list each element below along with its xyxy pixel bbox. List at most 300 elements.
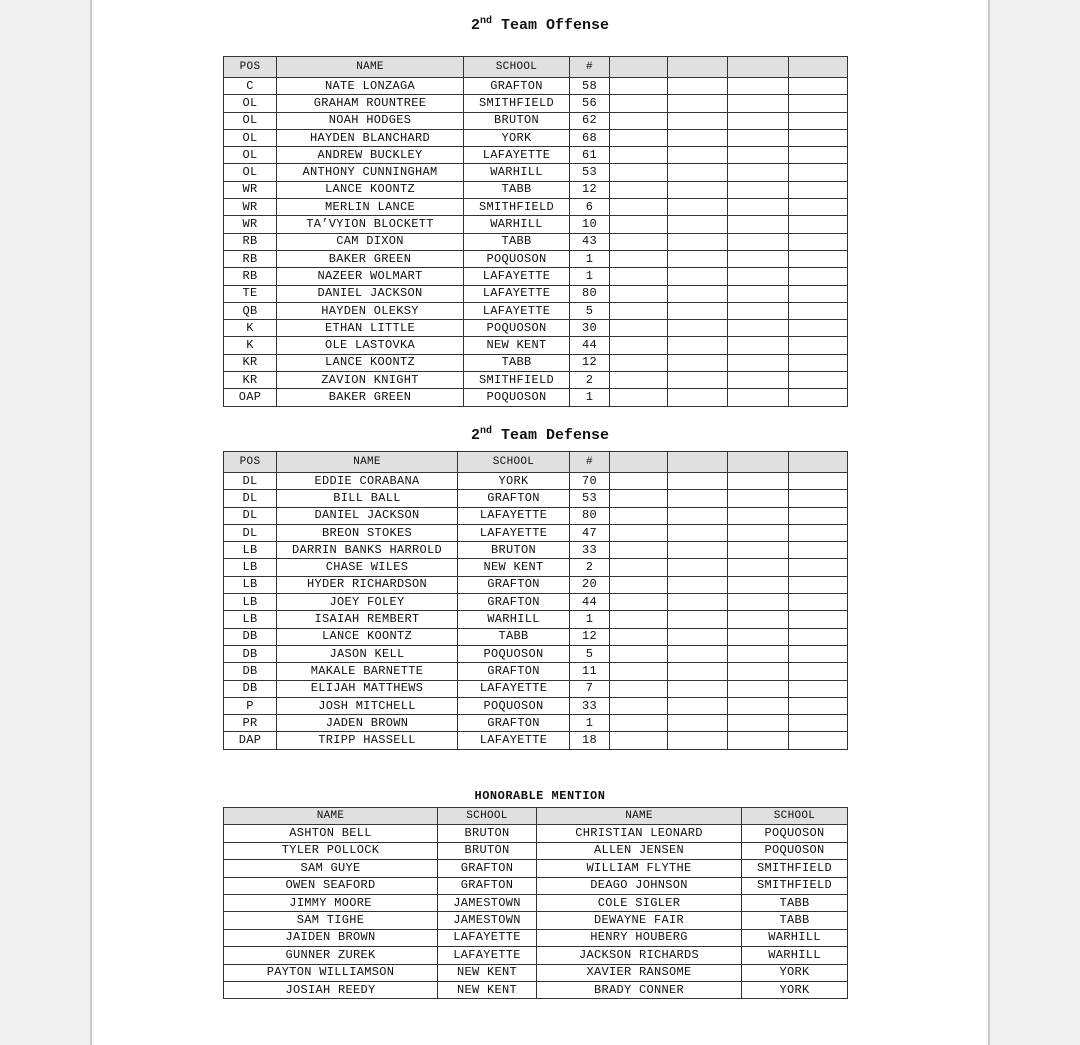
school-cell: LAFAYETTE [458, 680, 570, 697]
number-cell: 58 [570, 78, 610, 95]
honorable-mention-table [223, 807, 848, 999]
blank-cell [728, 354, 789, 371]
number-cell: 44 [570, 337, 610, 354]
name-cell: HENRY HOUBERG [537, 929, 742, 946]
table-row [224, 964, 848, 981]
blank-cell [610, 250, 668, 267]
blank-cell [610, 216, 668, 233]
table-row [224, 507, 848, 524]
table-row [224, 842, 848, 859]
school-cell: YORK [742, 981, 848, 998]
table-row [224, 645, 848, 662]
blank-cell [610, 732, 668, 749]
blank-cell [728, 285, 789, 302]
blank-cell [668, 542, 728, 559]
name-cell: TA’VYION BLOCKETT [277, 216, 464, 233]
defense-header-row [224, 452, 848, 473]
pos-cell: LB [224, 576, 277, 593]
blank-cell [610, 542, 668, 559]
col-header-school: SCHOOL [742, 808, 848, 825]
pos-cell: OL [224, 95, 277, 112]
number-cell: 62 [570, 112, 610, 129]
name-cell: JIMMY MOORE [224, 894, 438, 911]
pos-cell: DL [224, 473, 277, 490]
number-cell: 6 [570, 199, 610, 216]
col-header-pos: POS [224, 57, 277, 78]
name-cell: LANCE KOONTZ [277, 628, 458, 645]
number-cell: 80 [570, 285, 610, 302]
table-row [224, 372, 848, 389]
school-cell: POQUOSON [742, 825, 848, 842]
blank-cell [610, 372, 668, 389]
blank-cell [610, 129, 668, 146]
school-cell: GRAFTON [458, 594, 570, 611]
offense-title: 2nd Team Offense [470, 16, 610, 34]
pos-cell: DB [224, 680, 277, 697]
blank-cell [668, 715, 728, 732]
col-header-name: NAME [277, 452, 458, 473]
col-header-blank [610, 452, 668, 473]
blank-cell [668, 507, 728, 524]
name-cell: CAM DIXON [277, 233, 464, 250]
pos-cell: RB [224, 233, 277, 250]
blank-cell [789, 181, 848, 198]
name-cell: MAKALE BARNETTE [277, 663, 458, 680]
number-cell: 56 [570, 95, 610, 112]
blank-cell [728, 594, 789, 611]
school-cell: LAFAYETTE [438, 929, 537, 946]
blank-cell [668, 559, 728, 576]
table-row [224, 628, 848, 645]
col-header-blank [668, 57, 728, 78]
blank-cell [610, 337, 668, 354]
honorable-header-row [224, 808, 848, 825]
blank-cell [668, 95, 728, 112]
table-row [224, 337, 848, 354]
blank-cell [668, 285, 728, 302]
blank-cell [610, 285, 668, 302]
school-cell: WARHILL [464, 164, 570, 181]
school-cell: LAFAYETTE [464, 268, 570, 285]
table-row [224, 715, 848, 732]
blank-cell [610, 147, 668, 164]
table-row [224, 233, 848, 250]
name-cell: DANIEL JACKSON [277, 507, 458, 524]
name-cell: ALLEN JENSEN [537, 842, 742, 859]
pos-cell: OAP [224, 389, 277, 406]
blank-cell [610, 628, 668, 645]
blank-cell [789, 216, 848, 233]
table-row [224, 268, 848, 285]
honorable-mention-title: HONORABLE MENTION [474, 789, 606, 803]
school-cell: GRAFTON [438, 860, 537, 877]
blank-cell [789, 473, 848, 490]
blank-cell [789, 285, 848, 302]
blank-cell [789, 663, 848, 680]
blank-cell [789, 320, 848, 337]
name-cell: XAVIER RANSOME [537, 964, 742, 981]
name-cell: ELIJAH MATTHEWS [277, 680, 458, 697]
blank-cell [610, 389, 668, 406]
blank-cell [728, 181, 789, 198]
blank-cell [789, 78, 848, 95]
blank-cell [728, 559, 789, 576]
number-cell: 20 [570, 576, 610, 593]
name-cell: HAYDEN OLEKSY [277, 302, 464, 319]
blank-cell [610, 199, 668, 216]
blank-cell [728, 663, 789, 680]
defense-table [223, 451, 848, 750]
blank-cell [728, 112, 789, 129]
blank-cell [610, 680, 668, 697]
col-header-name: NAME [537, 808, 742, 825]
school-cell: LAFAYETTE [458, 507, 570, 524]
pos-cell: RB [224, 268, 277, 285]
pos-cell: WR [224, 199, 277, 216]
school-cell: GRAFTON [458, 663, 570, 680]
table-row [224, 732, 848, 749]
blank-cell [668, 233, 728, 250]
school-cell: GRAFTON [458, 576, 570, 593]
school-cell: SMITHFIELD [742, 877, 848, 894]
number-cell: 61 [570, 147, 610, 164]
number-cell: 1 [570, 389, 610, 406]
blank-cell [728, 320, 789, 337]
pos-cell: WR [224, 181, 277, 198]
school-cell: NEW KENT [438, 981, 537, 998]
number-cell: 47 [570, 524, 610, 541]
table-row [224, 981, 848, 998]
table-row [224, 490, 848, 507]
blank-cell [728, 680, 789, 697]
school-cell: POQUOSON [464, 389, 570, 406]
name-cell: ASHTON BELL [224, 825, 438, 842]
table-row [224, 594, 848, 611]
blank-cell [789, 268, 848, 285]
blank-cell [789, 490, 848, 507]
blank-cell [668, 611, 728, 628]
blank-cell [728, 302, 789, 319]
blank-cell [610, 490, 668, 507]
pos-cell: LB [224, 542, 277, 559]
pos-cell: KR [224, 354, 277, 371]
name-cell: BREON STOKES [277, 524, 458, 541]
table-row [224, 559, 848, 576]
blank-cell [728, 715, 789, 732]
blank-cell [668, 576, 728, 593]
blank-cell [789, 354, 848, 371]
blank-cell [789, 302, 848, 319]
name-cell: NOAH HODGES [277, 112, 464, 129]
blank-cell [728, 473, 789, 490]
school-cell: SMITHFIELD [464, 199, 570, 216]
name-cell: ZAVION KNIGHT [277, 372, 464, 389]
school-cell: GRAFTON [438, 877, 537, 894]
pos-cell: OL [224, 129, 277, 146]
blank-cell [610, 354, 668, 371]
blank-cell [728, 372, 789, 389]
name-cell: ISAIAH REMBERT [277, 611, 458, 628]
blank-cell [789, 559, 848, 576]
blank-cell [668, 112, 728, 129]
school-cell: TABB [742, 894, 848, 911]
school-cell: YORK [742, 964, 848, 981]
blank-cell [610, 559, 668, 576]
col-header-number: # [570, 57, 610, 78]
blank-cell [668, 680, 728, 697]
col-header-name: NAME [224, 808, 438, 825]
blank-cell [789, 594, 848, 611]
blank-cell [728, 542, 789, 559]
school-cell: LAFAYETTE [438, 947, 537, 964]
number-cell: 2 [570, 559, 610, 576]
blank-cell [668, 216, 728, 233]
blank-cell [728, 611, 789, 628]
blank-cell [789, 697, 848, 714]
table-row [224, 894, 848, 911]
number-cell: 11 [570, 663, 610, 680]
blank-cell [610, 233, 668, 250]
table-row [224, 129, 848, 146]
table-row [224, 929, 848, 946]
name-cell: NATE LONZAGA [277, 78, 464, 95]
name-cell: JOSH MITCHELL [277, 697, 458, 714]
name-cell: JACKSON RICHARDS [537, 947, 742, 964]
blank-cell [610, 507, 668, 524]
school-cell: SMITHFIELD [464, 95, 570, 112]
table-row [224, 912, 848, 929]
blank-cell [668, 628, 728, 645]
blank-cell [728, 389, 789, 406]
name-cell: CHASE WILES [277, 559, 458, 576]
blank-cell [728, 164, 789, 181]
school-cell: BRUTON [438, 825, 537, 842]
name-cell: TRIPP HASSELL [277, 732, 458, 749]
blank-cell [668, 268, 728, 285]
blank-cell [789, 129, 848, 146]
pos-cell: LB [224, 594, 277, 611]
number-cell: 33 [570, 697, 610, 714]
blank-cell [668, 164, 728, 181]
blank-cell [668, 78, 728, 95]
blank-cell [610, 697, 668, 714]
blank-cell [789, 233, 848, 250]
table-row [224, 181, 848, 198]
blank-cell [789, 611, 848, 628]
name-cell: LANCE KOONTZ [277, 354, 464, 371]
blank-cell [728, 337, 789, 354]
defense-title: 2nd Team Defense [470, 426, 610, 444]
blank-cell [728, 576, 789, 593]
name-cell: TYLER POLLOCK [224, 842, 438, 859]
blank-cell [610, 112, 668, 129]
blank-cell [610, 320, 668, 337]
name-cell: JADEN BROWN [277, 715, 458, 732]
pos-cell: DB [224, 663, 277, 680]
blank-cell [789, 147, 848, 164]
school-cell: YORK [458, 473, 570, 490]
document-page [90, 0, 990, 1045]
pos-cell: K [224, 337, 277, 354]
name-cell: DEWAYNE FAIR [537, 912, 742, 929]
table-row [224, 473, 848, 490]
blank-cell [789, 628, 848, 645]
school-cell: POQUOSON [458, 697, 570, 714]
blank-cell [668, 697, 728, 714]
blank-cell [728, 490, 789, 507]
blank-cell [789, 250, 848, 267]
blank-cell [610, 302, 668, 319]
blank-cell [668, 594, 728, 611]
number-cell: 1 [570, 611, 610, 628]
blank-cell [728, 78, 789, 95]
name-cell: DANIEL JACKSON [277, 285, 464, 302]
school-cell: NEW KENT [458, 559, 570, 576]
pos-cell: WR [224, 216, 277, 233]
table-row [224, 164, 848, 181]
blank-cell [728, 250, 789, 267]
pos-cell: DB [224, 628, 277, 645]
blank-cell [668, 302, 728, 319]
pos-cell: DL [224, 524, 277, 541]
name-cell: BRADY CONNER [537, 981, 742, 998]
blank-cell [789, 112, 848, 129]
blank-cell [668, 663, 728, 680]
number-cell: 12 [570, 181, 610, 198]
blank-cell [728, 95, 789, 112]
school-cell: YORK [464, 129, 570, 146]
number-cell: 1 [570, 250, 610, 267]
table-row [224, 860, 848, 877]
blank-cell [789, 524, 848, 541]
blank-cell [610, 576, 668, 593]
col-header-pos: POS [224, 452, 277, 473]
school-cell: SMITHFIELD [464, 372, 570, 389]
blank-cell [668, 372, 728, 389]
blank-cell [668, 199, 728, 216]
name-cell: ANTHONY CUNNINGHAM [277, 164, 464, 181]
table-row [224, 576, 848, 593]
blank-cell [610, 715, 668, 732]
col-header-blank [728, 452, 789, 473]
blank-cell [668, 354, 728, 371]
number-cell: 10 [570, 216, 610, 233]
pos-cell: DL [224, 507, 277, 524]
name-cell: GUNNER ZUREK [224, 947, 438, 964]
name-cell: ETHAN LITTLE [277, 320, 464, 337]
blank-cell [789, 389, 848, 406]
school-cell: WARHILL [458, 611, 570, 628]
blank-cell [668, 250, 728, 267]
number-cell: 1 [570, 715, 610, 732]
name-cell: PAYTON WILLIAMSON [224, 964, 438, 981]
blank-cell [668, 181, 728, 198]
school-cell: LAFAYETTE [464, 285, 570, 302]
name-cell: OWEN SEAFORD [224, 877, 438, 894]
blank-cell [728, 697, 789, 714]
pos-cell: LB [224, 611, 277, 628]
table-row [224, 877, 848, 894]
number-cell: 80 [570, 507, 610, 524]
name-cell: SAM GUYE [224, 860, 438, 877]
table-row [224, 611, 848, 628]
col-header-blank [728, 57, 789, 78]
school-cell: WARHILL [742, 947, 848, 964]
blank-cell [789, 542, 848, 559]
school-cell: POQUOSON [464, 250, 570, 267]
table-row [224, 78, 848, 95]
blank-cell [789, 576, 848, 593]
blank-cell [789, 199, 848, 216]
name-cell: DEAGO JOHNSON [537, 877, 742, 894]
pos-cell: TE [224, 285, 277, 302]
name-cell: SAM TIGHE [224, 912, 438, 929]
pos-cell: DB [224, 645, 277, 662]
school-cell: GRAFTON [458, 490, 570, 507]
school-cell: LAFAYETTE [458, 524, 570, 541]
number-cell: 30 [570, 320, 610, 337]
table-row [224, 389, 848, 406]
col-header-number: # [570, 452, 610, 473]
school-cell: GRAFTON [458, 715, 570, 732]
number-cell: 7 [570, 680, 610, 697]
number-cell: 68 [570, 129, 610, 146]
table-row [224, 250, 848, 267]
blank-cell [789, 372, 848, 389]
blank-cell [728, 147, 789, 164]
blank-cell [789, 507, 848, 524]
blank-cell [728, 216, 789, 233]
blank-cell [728, 645, 789, 662]
blank-cell [668, 147, 728, 164]
school-cell: WARHILL [742, 929, 848, 946]
pos-cell: DAP [224, 732, 277, 749]
table-row [224, 320, 848, 337]
name-cell: MERLIN LANCE [277, 199, 464, 216]
blank-cell [668, 490, 728, 507]
number-cell: 12 [570, 354, 610, 371]
table-row [224, 199, 848, 216]
table-row [224, 825, 848, 842]
col-header-blank [668, 452, 728, 473]
blank-cell [789, 164, 848, 181]
blank-cell [668, 524, 728, 541]
school-cell: POQUOSON [458, 645, 570, 662]
school-cell: TABB [464, 354, 570, 371]
table-row [224, 95, 848, 112]
blank-cell [668, 129, 728, 146]
name-cell: JASON KELL [277, 645, 458, 662]
blank-cell [610, 611, 668, 628]
table-row [224, 147, 848, 164]
name-cell: LANCE KOONTZ [277, 181, 464, 198]
col-header-school: SCHOOL [458, 452, 570, 473]
number-cell: 2 [570, 372, 610, 389]
table-row [224, 216, 848, 233]
blank-cell [789, 645, 848, 662]
name-cell: JAIDEN BROWN [224, 929, 438, 946]
pos-cell: K [224, 320, 277, 337]
school-cell: BRUTON [464, 112, 570, 129]
school-cell: NEW KENT [438, 964, 537, 981]
name-cell: BAKER GREEN [277, 389, 464, 406]
name-cell: GRAHAM ROUNTREE [277, 95, 464, 112]
offense-header-row [224, 57, 848, 78]
pos-cell: PR [224, 715, 277, 732]
table-row [224, 112, 848, 129]
number-cell: 43 [570, 233, 610, 250]
school-cell: WARHILL [464, 216, 570, 233]
